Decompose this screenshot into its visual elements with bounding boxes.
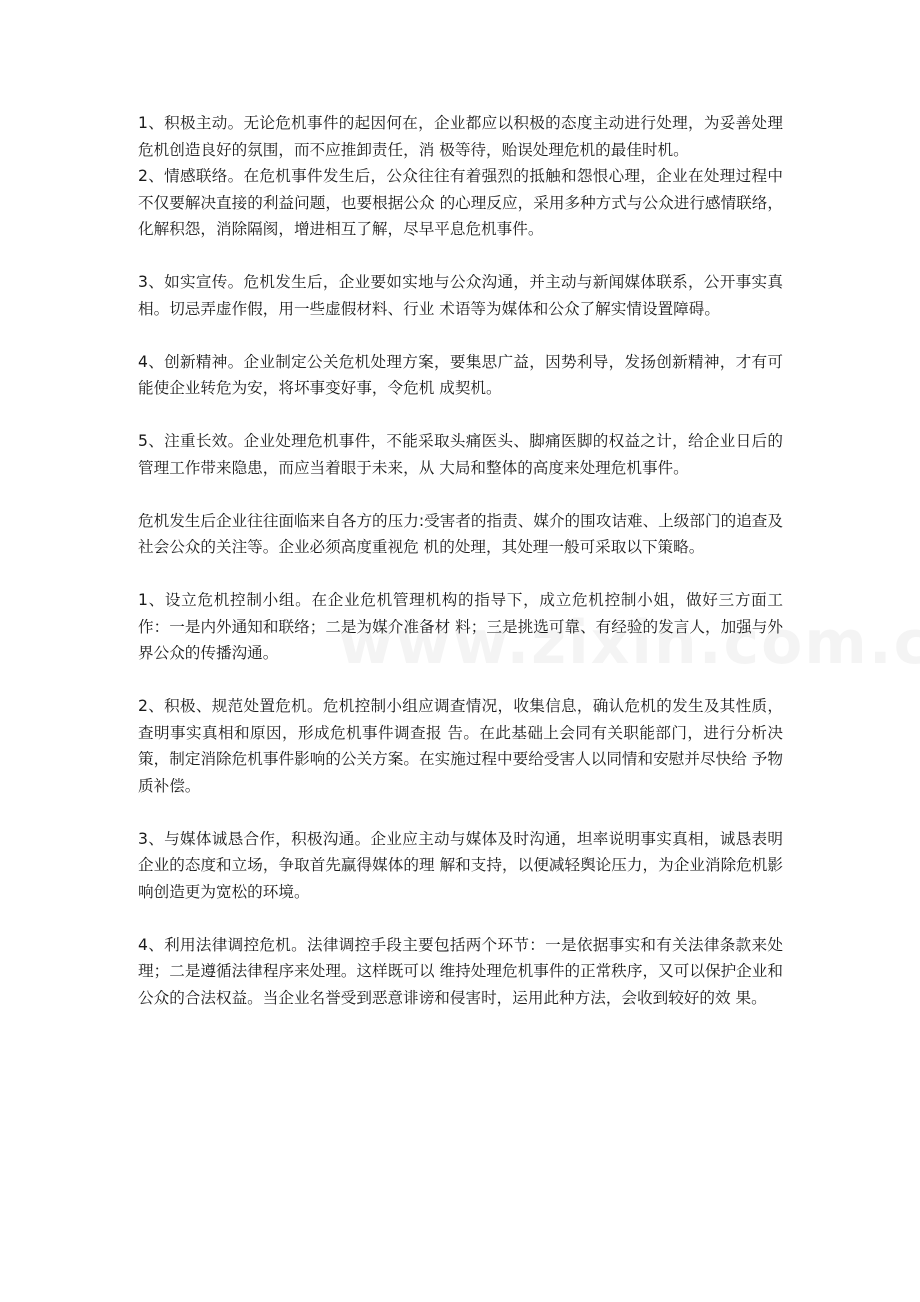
principle-3-paragraph: 3、如实宣传。危机发生后，企业要如实地与公众沟通，并主动与新闻媒体联系，公开事实真相。切忌弄虚作假，用一些虚假材料、行业 术语等为媒体和公众了解实情设置障碍。	[138, 273, 783, 318]
principle-2-paragraph: 2、情感联络。在危机事件发生后，公众往往有着强烈的抵触和怨恨心理，企业在处理过程中不仅要解决直接的利益问题，也要根据公众 的心理反应，采用多种方式与公众进行感情联络，化解积怨，消除隔阂，增进相互了解，尽早平息危机事件。	[138, 167, 783, 238]
paragraph-spacer	[138, 481, 783, 508]
paragraph-spacer	[138, 322, 783, 349]
paragraph-spacer	[138, 905, 783, 932]
paragraph-spacer	[138, 561, 783, 588]
principle-5-paragraph: 5、注重长效。企业处理危机事件，不能采取头痛医头、脚痛医脚的权益之计，给企业日后的管理工作带来隐患，而应当着眼于未来，从 大局和整体的高度来处理危机事件。	[138, 432, 783, 477]
strategy-1-paragraph: 1、设立危机控制小组。在企业危机管理机构的指导下，成立危机控制小姐，做好三方面工作：一是内外通知和联络；二是为媒介准备材 料；三是挑选可靠、有经验的发言人，加强与外界公众的传播沟通。	[138, 591, 783, 662]
paragraph-spacer	[138, 243, 783, 270]
principle-4-paragraph: 4、创新精神。企业制定公关危机处理方案，要集思广益，因势利导，发扬创新精神，才有可能使企业转危为安，将坏事变好事，令危机 成契机。	[138, 352, 783, 397]
strategy-3-paragraph: 3、与媒体诚恳合作，积极沟通。企业应主动与媒体及时沟通，坦率说明事实真相，诚恳表明企业的态度和立场，争取首先赢得媒体的理 解和支持，以便减轻舆论压力，为企业消除危机影响创造更为宽松的环境。	[138, 829, 783, 901]
principle-1-paragraph: 1、积极主动。无论危机事件的起因何在，企业都应以积极的态度主动进行处理，为妥善处理危机创造良好的氛围，而不应推卸责任，消 极等待，贻误处理危机的最佳时机。	[138, 114, 783, 159]
strategy-4-paragraph: 4、利用法律调控危机。法律调控手段主要包括两个环节：一是依据事实和有关法律条款来处理；二是遵循法律程序来处理。这样既可以 维持处理危机事件的正常秩序，又可以保护企业和公众的合法权益。当企业名誉受到恶意诽谤和侵害时，运用此种方法，会收到较好的效 果。	[138, 935, 783, 1007]
paragraph-spacer	[138, 667, 783, 694]
paragraph-spacer	[138, 402, 783, 429]
paragraph-spacer	[138, 799, 783, 826]
strategy-2-paragraph: 2、积极、规范处置危机。危机控制小组应调查情况，收集信息，确认危机的发生及其性质，查明事实真相和原因，形成危机事件调查报 告。在此基础上会同有关职能部门，进行分析决策，制定消除危机事件影响的公关方案。在实施过程中要给受害人以同情和安慰并尽快给 予物质补偿。	[138, 697, 783, 795]
strategy-intro-paragraph: 危机发生后企业往往面临来自各方的压力:受害者的指责、媒介的围攻诘难、上级部门的追查及社会公众的关注等。企业必须高度重视危 机的处理，其处理一般可采取以下策略。	[138, 511, 783, 556]
document-body	[138, 110, 783, 1011]
